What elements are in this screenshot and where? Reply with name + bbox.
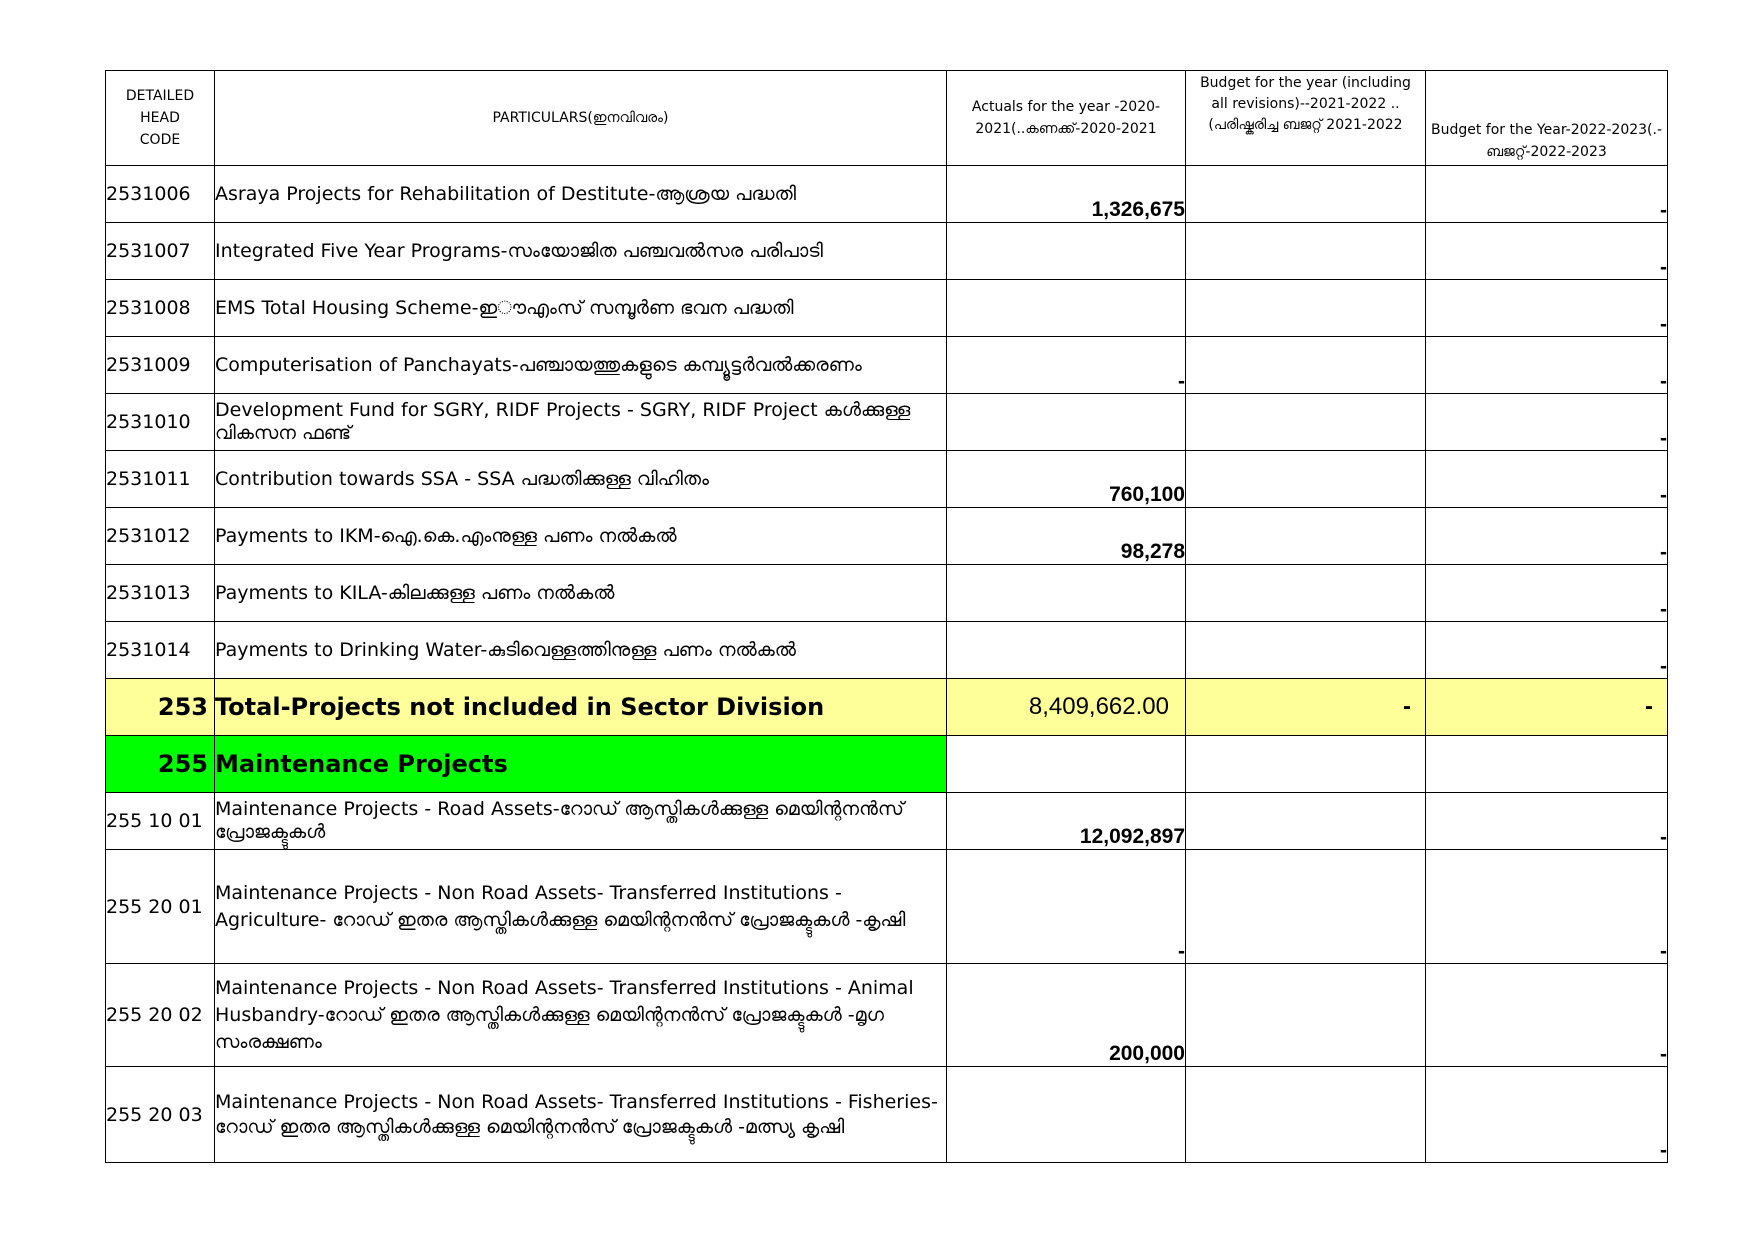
particulars: Maintenance Projects - Non Road Assets- Transferred Institutions - Agriculture- റോഡ് ഇതര ആസ്തികൾക്കുള്ള മെയിന്റനൻസ് പ്രോജക്ടുകൾ -കൃഷി — [215, 850, 947, 964]
actuals-value: 760,100 — [947, 451, 1186, 508]
revised-value — [1186, 622, 1426, 679]
head-code: 2531010 — [106, 394, 215, 451]
actuals-value — [947, 622, 1186, 679]
head-code: 2531007 — [106, 223, 215, 280]
table-row — [106, 337, 1668, 394]
particulars: Maintenance Projects - Non Road Assets- Transferred Institutions - Fisheries-റോഡ് ഇതര ആസ്തികൾക്കുള്ള മെയിന്റനൻസ് പ്രോജക്ടുകൾ -മത്സ്യ കൃഷി — [215, 1067, 947, 1163]
head-code: 2531011 — [106, 451, 215, 508]
actuals-value: 98,278 — [947, 508, 1186, 565]
actuals-value — [947, 223, 1186, 280]
total-actuals: 8,409,662.00 — [947, 679, 1186, 736]
actuals-value — [947, 565, 1186, 622]
next-value: - — [1426, 622, 1668, 679]
head-code: 255 10 01 — [106, 793, 215, 850]
revised-value — [1186, 508, 1426, 565]
head-code: 2531008 — [106, 280, 215, 337]
head-code: 255 20 03 — [106, 1067, 215, 1163]
next-value: - — [1426, 337, 1668, 394]
next-value: - — [1426, 1067, 1668, 1163]
particulars: Computerisation of Panchayats-പഞ്ചായത്തുകളുടെ കമ്പ്യൂട്ടർവൽക്കരണം — [215, 337, 947, 394]
table-row — [106, 223, 1668, 280]
header-actuals: Actuals for the year -2020-2021(..കണക്ക്-2020-2021 — [947, 71, 1186, 166]
next-value: - — [1426, 508, 1668, 565]
revised-value — [1186, 223, 1426, 280]
table-row — [106, 508, 1668, 565]
table-row — [106, 166, 1668, 223]
revised-value — [1186, 850, 1426, 964]
revised-value — [1186, 565, 1426, 622]
head-code: 255 20 01 — [106, 850, 215, 964]
next-value: - — [1426, 280, 1668, 337]
particulars: Development Fund for SGRY, RIDF Projects - SGRY, RIDF Project കൾക്കുള്ള വികസന ഫണ്ട് — [215, 394, 947, 451]
actuals-value — [947, 280, 1186, 337]
header-code: DETAILED HEAD CODE — [106, 71, 215, 166]
head-code: 255 20 02 — [106, 964, 215, 1067]
next-value: - — [1426, 394, 1668, 451]
total-row — [106, 679, 1668, 736]
particulars: Payments to IKM-ഐ.കെ.എംനുള്ള പണം നൽകൽ — [215, 508, 947, 565]
actuals-value: - — [947, 850, 1186, 964]
head-code: 2531006 — [106, 166, 215, 223]
particulars: Maintenance Projects - Road Assets-റോഡ് ആസ്തികൾക്കുള്ള മെയിന്റനൻസ് പ്രോജക്ടുകൾ — [215, 793, 947, 850]
next-value: - — [1426, 565, 1668, 622]
particulars: Asraya Projects for Rehabilitation of Destitute-ആശ്രയ പദ്ധതി — [215, 166, 947, 223]
header-budget-revised: Budget for the year (including all revisions)--2021-2022 ..(പരിഷ്കരിച്ച ബജറ്റ് 2021-2022 — [1186, 71, 1426, 166]
header-particulars: PARTICULARS(ഇനവിവരം) — [215, 71, 947, 166]
revised-value — [1186, 166, 1426, 223]
actuals-value: 12,092,897 — [947, 793, 1186, 850]
budget-table — [105, 70, 1668, 1163]
head-code: 2531013 — [106, 565, 215, 622]
header-row — [106, 71, 1668, 166]
table-row — [106, 280, 1668, 337]
revised-value — [1186, 337, 1426, 394]
total-label: Total-Projects not included in Sector Division — [215, 679, 947, 736]
particulars: Payments to Drinking Water-കുടിവെള്ളത്തിനുള്ള പണം നൽകൽ — [215, 622, 947, 679]
head-code: 2531012 — [106, 508, 215, 565]
next-value: - — [1426, 793, 1668, 850]
next-value: - — [1426, 451, 1668, 508]
head-code: 2531014 — [106, 622, 215, 679]
table-row — [106, 964, 1668, 1067]
section-revised — [1186, 736, 1426, 793]
actuals-value: - — [947, 337, 1186, 394]
table-row — [106, 451, 1668, 508]
table-row — [106, 1067, 1668, 1163]
actuals-value: 200,000 — [947, 964, 1186, 1067]
table-row — [106, 793, 1668, 850]
table-row — [106, 565, 1668, 622]
next-value: - — [1426, 166, 1668, 223]
header-budget-next: Budget for the Year-2022-2023(.-ബജറ്റ്-2022-2023 — [1426, 71, 1668, 166]
next-value: - — [1426, 850, 1668, 964]
table-row — [106, 622, 1668, 679]
total-revised: - — [1186, 679, 1426, 736]
head-code: 2531009 — [106, 337, 215, 394]
table-row — [106, 850, 1668, 964]
total-code: 253 — [106, 679, 215, 736]
revised-value — [1186, 451, 1426, 508]
particulars: Integrated Five Year Programs-സംയോജിത പഞ്ചവൽസര പരിപാടി — [215, 223, 947, 280]
actuals-value — [947, 394, 1186, 451]
particulars: Payments to KILA-കിലക്കുള്ള പണം നൽകൽ — [215, 565, 947, 622]
revised-value — [1186, 793, 1426, 850]
table-row — [106, 394, 1668, 451]
actuals-value — [947, 1067, 1186, 1163]
total-next: - — [1426, 679, 1668, 736]
next-value: - — [1426, 964, 1668, 1067]
particulars: Contribution towards SSA - SSA പദ്ധതിക്കുള്ള വിഹിതം — [215, 451, 947, 508]
section-next — [1426, 736, 1668, 793]
section-title: Maintenance Projects — [215, 736, 947, 793]
revised-value — [1186, 280, 1426, 337]
revised-value — [1186, 394, 1426, 451]
particulars: Maintenance Projects - Non Road Assets- Transferred Institutions - Animal Husbandry-റോഡ് ഇതര ആസ്തികൾക്കുള്ള മെയിന്റനൻസ് പ്രോജക്ടുകൾ -മൃഗ സംരക്ഷണം — [215, 964, 947, 1067]
actuals-value: 1,326,675 — [947, 166, 1186, 223]
particulars: EMS Total Housing Scheme-ഇൗഎംസ് സമ്പൂർണ ഭവന പദ്ധതി — [215, 280, 947, 337]
revised-value — [1186, 964, 1426, 1067]
section-row — [106, 736, 1668, 793]
section-actuals — [947, 736, 1186, 793]
next-value: - — [1426, 223, 1668, 280]
section-code: 255 — [106, 736, 215, 793]
revised-value — [1186, 1067, 1426, 1163]
